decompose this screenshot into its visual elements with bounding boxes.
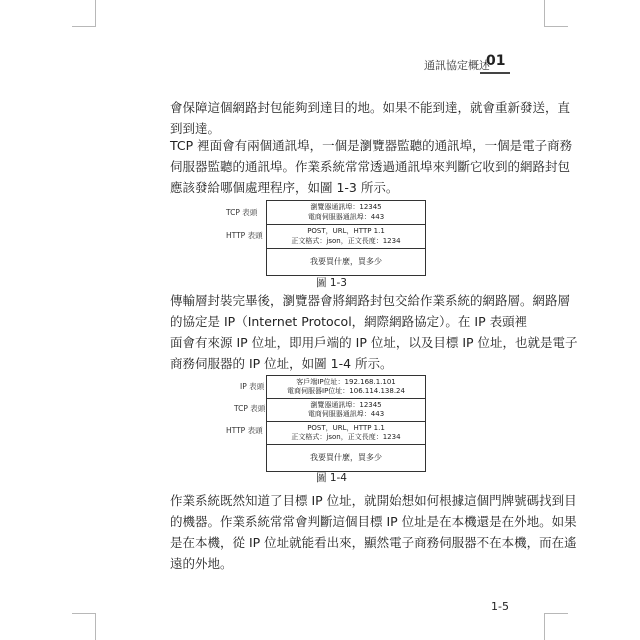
paragraph	[170, 490, 577, 574]
layer-text: 瀏覽器通訊埠：12345	[310, 203, 382, 211]
chapter-number: 01	[486, 53, 506, 69]
layer-text: 瀏覽器通訊埠：12345	[310, 400, 382, 409]
http-layer	[267, 225, 425, 249]
text-line: 作業系統既然知道了目標 IP 位址，就開始想如何根據這個門牌號碼找到目	[170, 493, 577, 508]
text-line: 的機器。作業系統常常會判斷這個目標 IP 位址是在本機還是在外地。如果	[170, 514, 577, 529]
crop-mark	[544, 26, 568, 27]
paragraph	[170, 290, 578, 374]
layer-text: 電商伺服器通訊埠：443	[307, 410, 385, 418]
text-line: 傳輸層封裝完畢後，瀏覽器會將網路封包交給作業系統的網路層。網路層	[170, 293, 571, 308]
running-header-title: 通訊協定概述	[424, 59, 490, 72]
crop-mark	[72, 26, 96, 27]
packet-stack	[266, 375, 426, 472]
crop-mark	[95, 614, 96, 640]
http-header-label: HTTP 表頭	[226, 426, 263, 435]
text-line: 遠的外地。	[170, 556, 233, 571]
http-layer	[267, 422, 425, 445]
tcp-layer	[267, 399, 425, 422]
text-line: 伺服器監聽的通訊埠。作業系統常常透過通訊埠來判斷它收到的網路封包	[170, 159, 571, 174]
crop-mark	[95, 0, 96, 26]
payload-layer	[267, 445, 425, 471]
layer-text: 電商伺服器IP位址：106.114.138.24	[287, 387, 405, 395]
tcp-header-label: TCP 表頭	[234, 404, 266, 413]
tcp-layer	[267, 201, 425, 225]
figure-caption: 圖 1-3	[316, 277, 347, 289]
http-header-label: HTTP 表頭	[226, 231, 263, 240]
crop-mark	[544, 613, 568, 614]
layer-text: 客戶端IP位址：192.168.1.101	[296, 377, 396, 386]
tcp-header-label: TCP 表頭	[226, 208, 258, 217]
layer-text: POST，URL，HTTP 1.1	[307, 227, 385, 235]
page-number: 1-5	[491, 600, 509, 613]
packet-diagram-figure-1-3	[226, 200, 426, 272]
ip-header-label: IP 表頭	[240, 382, 265, 391]
layer-text: 我要買什麼，買多少	[310, 453, 382, 463]
ip-layer	[267, 376, 425, 399]
text-line: 的協定是 IP（Internet Protocol，網際網路協定）。在 IP 表頭裡	[170, 314, 528, 329]
text-line: 面會有來源 IP 位址，即用戶端的 IP 位址，以及目標 IP 位址，也就是電子	[170, 335, 578, 350]
layer-text: 正文格式：json，正文長度：1234	[291, 433, 401, 441]
payload-layer	[267, 249, 425, 275]
header-rule	[480, 72, 510, 74]
figure-caption: 圖 1-4	[316, 472, 347, 484]
packet-diagram-figure-1-4	[226, 375, 426, 469]
paragraph	[170, 97, 571, 139]
text-line: 是在本機，從 IP 位址就能看出來，顯然電子商務伺服器不在本機，而在遙	[170, 535, 577, 550]
packet-stack	[266, 200, 426, 276]
crop-mark	[544, 614, 545, 640]
paragraph	[170, 135, 573, 198]
layer-text: POST，URL，HTTP 1.1	[307, 423, 385, 432]
text-line: 商務伺服器的 IP 位址，如圖 1-4 所示。	[170, 356, 393, 371]
layer-text: 我要買什麼，買多少	[310, 257, 382, 267]
text-line: TCP 裡面會有兩個通訊埠，一個是瀏覽器監聽的通訊埠，一個是電子商務	[170, 138, 573, 153]
crop-mark	[544, 0, 545, 26]
layer-text: 電商伺服器通訊埠：443	[307, 212, 385, 221]
crop-mark	[72, 613, 96, 614]
text-line: 應該發給哪個處理程序，如圖 1-3 所示。	[170, 180, 399, 195]
text-line: 到到達。	[170, 121, 221, 136]
text-line: 會保障這個網路封包能夠到達目的地。如果不能到達，就會重新發送，直	[170, 100, 571, 115]
layer-text: 正文格式：json，正文長度：1234	[291, 236, 401, 245]
